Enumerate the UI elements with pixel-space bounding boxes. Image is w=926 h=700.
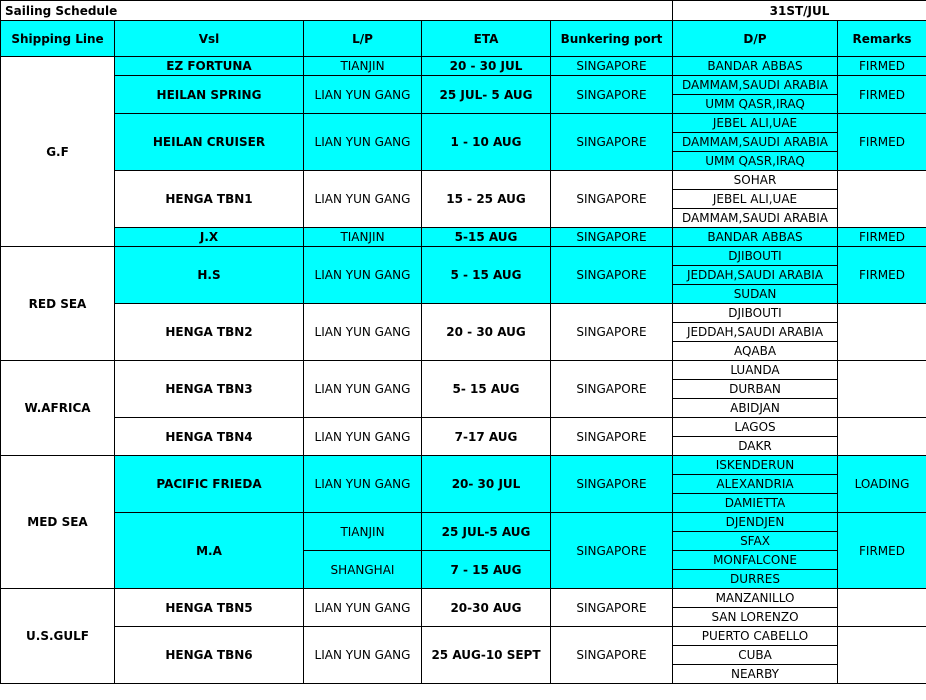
bunkering-port-cell: SINGAPORE bbox=[551, 627, 673, 684]
header-eta: ETA bbox=[422, 21, 551, 57]
discharge-port-cell: LAGOS bbox=[673, 418, 838, 437]
loading-port-cell: LIAN YUN GANG bbox=[304, 589, 422, 627]
discharge-port-cell: AQABA bbox=[673, 342, 838, 361]
shipping-line-cell: RED SEA bbox=[1, 247, 115, 361]
table-row bbox=[1, 76, 926, 95]
header-bunkering-port: Bunkering port bbox=[551, 21, 673, 57]
eta-cell: 20- 30 JUL bbox=[422, 456, 551, 513]
table-row bbox=[1, 418, 926, 437]
bunkering-port-cell: SINGAPORE bbox=[551, 456, 673, 513]
bunkering-port-cell: SINGAPORE bbox=[551, 247, 673, 304]
bunkering-port-cell: SINGAPORE bbox=[551, 361, 673, 418]
bunkering-port-cell: SINGAPORE bbox=[551, 228, 673, 247]
discharge-port-cell: SUDAN bbox=[673, 285, 838, 304]
vessel-cell: HEILAN SPRING bbox=[115, 76, 304, 114]
loading-port-cell: LIAN YUN GANG bbox=[304, 456, 422, 513]
table-row bbox=[1, 456, 926, 475]
title-row bbox=[1, 1, 926, 21]
bunkering-port-cell: SINGAPORE bbox=[551, 589, 673, 627]
discharge-port-cell: ALEXANDRIA bbox=[673, 475, 838, 494]
vessel-cell: PACIFIC FRIEDA bbox=[115, 456, 304, 513]
remarks-cell bbox=[838, 627, 926, 684]
table-row bbox=[1, 114, 926, 133]
loading-port-cell: LIAN YUN GANG bbox=[304, 418, 422, 456]
table-row bbox=[1, 361, 926, 380]
remarks-cell: FIRMED bbox=[838, 76, 926, 114]
bunkering-port-cell: SINGAPORE bbox=[551, 57, 673, 76]
eta-cell: 1 - 10 AUG bbox=[422, 114, 551, 171]
discharge-port-cell: PUERTO CABELLO bbox=[673, 627, 838, 646]
discharge-port-cell: SOHAR bbox=[673, 171, 838, 190]
discharge-port-cell: ABIDJAN bbox=[673, 399, 838, 418]
header-shipping-line: Shipping Line bbox=[1, 21, 115, 57]
loading-port-cell: TIANJIN bbox=[304, 57, 422, 76]
remarks-cell bbox=[838, 304, 926, 361]
remarks-cell: LOADING bbox=[838, 456, 926, 513]
loading-port-cell: TIANJIN bbox=[304, 228, 422, 247]
vessel-cell: HEILAN CRUISER bbox=[115, 114, 304, 171]
table-row bbox=[1, 513, 926, 532]
eta-cell: 20 - 30 AUG bbox=[422, 304, 551, 361]
vessel-cell: HENGA TBN2 bbox=[115, 304, 304, 361]
loading-port-cell: LIAN YUN GANG bbox=[304, 76, 422, 114]
vessel-cell: HENGA TBN6 bbox=[115, 627, 304, 684]
eta-cell: 5-15 AUG bbox=[422, 228, 551, 247]
remarks-cell bbox=[838, 361, 926, 418]
discharge-port-cell: MANZANILLO bbox=[673, 589, 838, 608]
eta-cell: 20 - 30 JUL bbox=[422, 57, 551, 76]
shipping-line-cell: MED SEA bbox=[1, 456, 115, 589]
remarks-cell bbox=[838, 418, 926, 456]
bunkering-port-cell: SINGAPORE bbox=[551, 114, 673, 171]
header-discharge-port: D/P bbox=[673, 21, 838, 57]
discharge-port-cell: BANDAR ABBAS bbox=[673, 228, 838, 247]
eta-cell: 20-30 AUG bbox=[422, 589, 551, 627]
discharge-port-cell: CUBA bbox=[673, 646, 838, 665]
loading-port-cell: LIAN YUN GANG bbox=[304, 361, 422, 418]
remarks-cell: FIRMED bbox=[838, 247, 926, 304]
header-vessel: Vsl bbox=[115, 21, 304, 57]
table-row bbox=[1, 57, 926, 76]
discharge-port-cell: JEDDAH,SAUDI ARABIA bbox=[673, 323, 838, 342]
table-row bbox=[1, 171, 926, 190]
discharge-port-cell: MONFALCONE bbox=[673, 551, 838, 570]
remarks-cell: FIRMED bbox=[838, 114, 926, 171]
loading-port-cell: TIANJIN bbox=[304, 513, 422, 551]
eta-cell: 5 - 15 AUG bbox=[422, 247, 551, 304]
loading-port-cell: LIAN YUN GANG bbox=[304, 114, 422, 171]
table-row bbox=[1, 228, 926, 247]
header-remarks: Remarks bbox=[838, 21, 926, 57]
discharge-port-cell: JEDDAH,SAUDI ARABIA bbox=[673, 266, 838, 285]
discharge-port-cell: UMM QASR,IRAQ bbox=[673, 152, 838, 171]
loading-port-cell: LIAN YUN GANG bbox=[304, 627, 422, 684]
table-row bbox=[1, 627, 926, 646]
vessel-cell: M.A bbox=[115, 513, 304, 589]
discharge-port-cell: DJENDJEN bbox=[673, 513, 838, 532]
loading-port-cell: LIAN YUN GANG bbox=[304, 171, 422, 228]
discharge-port-cell: BANDAR ABBAS bbox=[673, 57, 838, 76]
remarks-cell: FIRMED bbox=[838, 57, 926, 76]
schedule-body bbox=[1, 1, 926, 684]
discharge-port-cell: DURRES bbox=[673, 570, 838, 589]
header-loading-port: L/P bbox=[304, 21, 422, 57]
eta-cell: 7-17 AUG bbox=[422, 418, 551, 456]
vessel-cell: EZ FORTUNA bbox=[115, 57, 304, 76]
eta-cell: 25 JUL-5 AUG bbox=[422, 513, 551, 551]
eta-cell: 15 - 25 AUG bbox=[422, 171, 551, 228]
discharge-port-cell: DJIBOUTI bbox=[673, 304, 838, 323]
bunkering-port-cell: SINGAPORE bbox=[551, 418, 673, 456]
bunkering-port-cell: SINGAPORE bbox=[551, 76, 673, 114]
shipping-line-cell: W.AFRICA bbox=[1, 361, 115, 456]
remarks-cell bbox=[838, 171, 926, 228]
discharge-port-cell: JEBEL ALI,UAE bbox=[673, 190, 838, 209]
bunkering-port-cell: SINGAPORE bbox=[551, 304, 673, 361]
vessel-cell: H.S bbox=[115, 247, 304, 304]
schedule-title: Sailing Schedule bbox=[1, 1, 673, 21]
schedule-date: 31ST/JUL bbox=[673, 1, 926, 21]
eta-cell: 25 AUG-10 SEPT bbox=[422, 627, 551, 684]
discharge-port-cell: SAN LORENZO bbox=[673, 608, 838, 627]
bunkering-port-cell: SINGAPORE bbox=[551, 171, 673, 228]
bunkering-port-cell: SINGAPORE bbox=[551, 513, 673, 589]
loading-port-cell: LIAN YUN GANG bbox=[304, 247, 422, 304]
loading-port-cell: SHANGHAI bbox=[304, 551, 422, 589]
discharge-port-cell: SFAX bbox=[673, 532, 838, 551]
vessel-cell: HENGA TBN1 bbox=[115, 171, 304, 228]
discharge-port-cell: UMM QASR,IRAQ bbox=[673, 95, 838, 114]
loading-port-cell: LIAN YUN GANG bbox=[304, 304, 422, 361]
vessel-cell: HENGA TBN5 bbox=[115, 589, 304, 627]
discharge-port-cell: DAMMAM,SAUDI ARABIA bbox=[673, 133, 838, 152]
table-row bbox=[1, 304, 926, 323]
shipping-line-cell: U.S.GULF bbox=[1, 589, 115, 684]
discharge-port-cell: DAMIETTA bbox=[673, 494, 838, 513]
vessel-cell: HENGA TBN4 bbox=[115, 418, 304, 456]
eta-cell: 7 - 15 AUG bbox=[422, 551, 551, 589]
discharge-port-cell: DURBAN bbox=[673, 380, 838, 399]
eta-cell: 25 JUL- 5 AUG bbox=[422, 76, 551, 114]
vessel-cell: HENGA TBN3 bbox=[115, 361, 304, 418]
remarks-cell bbox=[838, 589, 926, 627]
remarks-cell: FIRMED bbox=[838, 513, 926, 589]
eta-cell: 5- 15 AUG bbox=[422, 361, 551, 418]
discharge-port-cell: DAMMAM,SAUDI ARABIA bbox=[673, 209, 838, 228]
table-row bbox=[1, 589, 926, 608]
discharge-port-cell: LUANDA bbox=[673, 361, 838, 380]
discharge-port-cell: DAMMAM,SAUDI ARABIA bbox=[673, 76, 838, 95]
discharge-port-cell: JEBEL ALI,UAE bbox=[673, 114, 838, 133]
discharge-port-cell: DAKR bbox=[673, 437, 838, 456]
vessel-cell: J.X bbox=[115, 228, 304, 247]
table-row bbox=[1, 247, 926, 266]
header-row bbox=[1, 21, 926, 57]
discharge-port-cell: NEARBY bbox=[673, 665, 838, 684]
shipping-line-cell: G.F bbox=[1, 57, 115, 247]
remarks-cell: FIRMED bbox=[838, 228, 926, 247]
discharge-port-cell: DJIBOUTI bbox=[673, 247, 838, 266]
discharge-port-cell: ISKENDERUN bbox=[673, 456, 838, 475]
